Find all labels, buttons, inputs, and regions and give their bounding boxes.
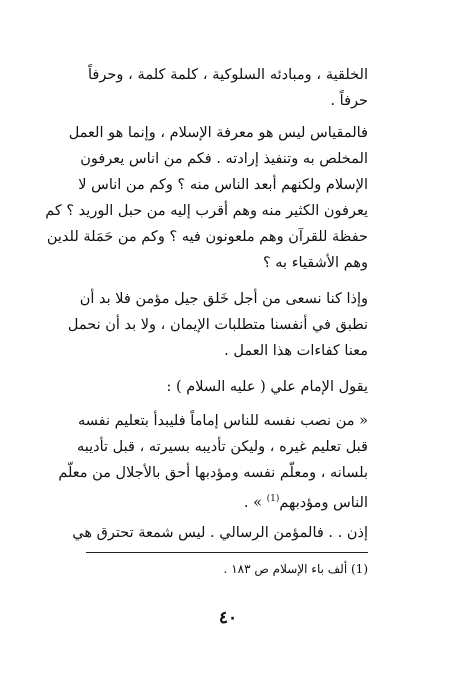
text-line: حفظة للقرآن وهم ملعونون فيه ؟ وكم من حَمَلة للدين — [46, 229, 368, 245]
quote-line: بلسانه ، ومعلّم نفسه ومؤدبها أحق بالأجلال من معلّم — [58, 465, 368, 481]
text-line: المخلص به وتنفيذ إرادته . فكم من اناس يعرفون — [80, 151, 368, 167]
footnote-marker: (1) — [266, 494, 280, 504]
text-line: وإذا كنا نسعى من أجل خَلق جيل مؤمن فلا بد أن — [79, 291, 368, 307]
quote-line — [88, 486, 368, 516]
footnote-divider — [86, 552, 368, 553]
quote-close: » . — [243, 494, 262, 511]
text-line: معنا كفاءات هذا العمل . — [224, 343, 368, 359]
quote-line: « من نصب نفسه للناس إماماً فليبدأ بتعليم نفسه — [77, 413, 368, 429]
quote-line: قبل تعليم غيره ، وليكن تأديبه بسيرته ، قبل تأديبه — [76, 439, 368, 455]
text-line: إذن . . فالمؤمن الرسالي . ليس شمعة تحترق هي — [72, 525, 368, 541]
text-line: الإسلام ولكنهم أبعد الناس منه ؟ وكم من اناس لا — [78, 177, 368, 193]
text-line: الخلقية ، ومبادئه السلوكية ، كلمة كلمة ، وحرفاً — [88, 67, 368, 83]
text-line: فالمقياس ليس هو معرفة الإسلام ، وإنما هو العمل — [68, 125, 368, 141]
text-line: نطبق في أنفسنا متطلبات الإيمان ، ولا بد أن نحمل — [67, 317, 368, 333]
text-line: حرفاً . — [330, 93, 368, 109]
text-line: يعرفون الكثير منه وهم أقرب إليه من حبل الوريد ؟ كم — [45, 203, 368, 219]
page-number: ٤٠ — [218, 608, 238, 628]
text-line: وهم الأشقياء به ؟ — [262, 255, 368, 271]
quote-text: الناس ومؤدبهم — [279, 494, 368, 511]
footnote: (1) ألف باء الإسلام ص ١٨٣ . — [223, 562, 368, 576]
text-line: يقول الإمام علي ( عليه السلام ) : — [166, 379, 368, 395]
